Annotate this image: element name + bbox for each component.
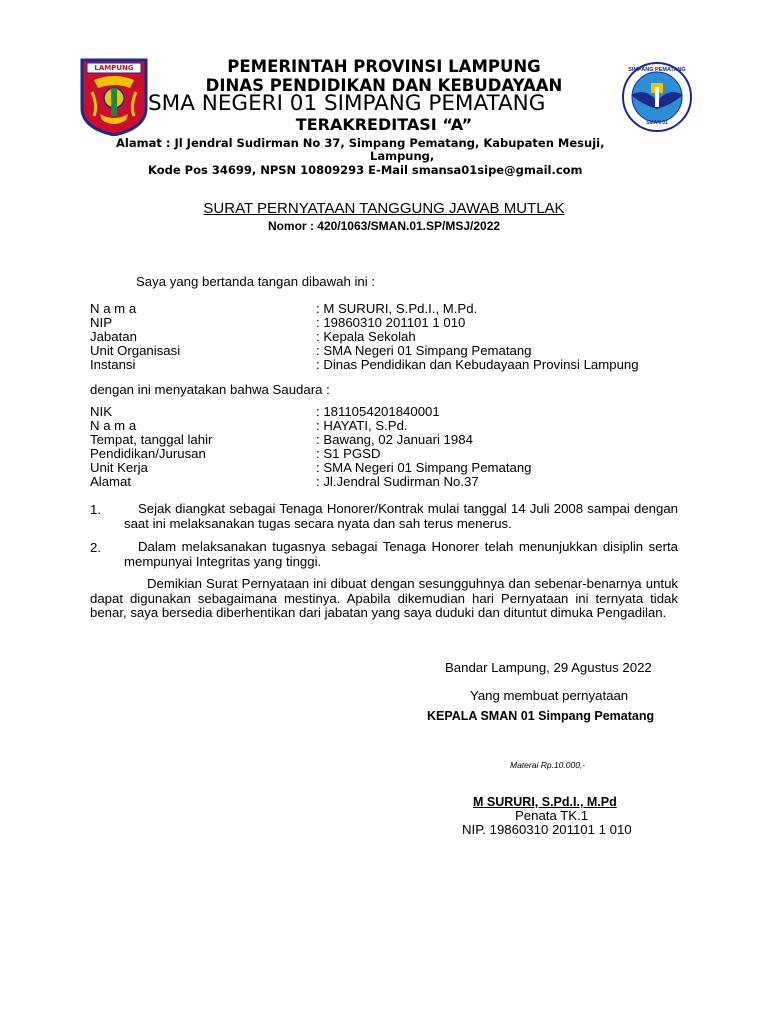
signer-rank: Penata TK.1	[515, 808, 589, 823]
header-government: PEMERINTAH PROVINSI LAMPUNG	[227, 57, 541, 76]
field-label: Unit Kerja	[90, 460, 148, 475]
field-label: Jabatan	[90, 329, 137, 344]
signer-name: M SURURI, S.Pd.I., M.Pd	[473, 795, 617, 809]
field-label: Tempat, tanggal lahir	[90, 432, 213, 447]
field-label: Pendidikan/Jurusan	[90, 446, 206, 461]
closing-paragraph	[90, 577, 678, 621]
header-school-name: SMA NEGERI 01 SIMPANG PEMATANG	[148, 91, 546, 116]
logo-left-text: LAMPUNG	[94, 64, 134, 72]
field-value: : SMA Negeri 01 Simpang Pematang	[316, 343, 532, 358]
maker-label: Yang membuat pernyataan	[470, 688, 629, 703]
header-accreditation: TERAKREDITASI “A”	[295, 115, 473, 134]
materai-note: Materai Rp.10.000,-	[510, 760, 586, 770]
point-text	[124, 540, 678, 569]
field-value: : M SURURI, S.Pd.I., M.Pd.	[316, 301, 478, 316]
field-value: : SMA Negeri 01 Simpang Pematang	[316, 460, 532, 475]
signer-block	[90, 302, 690, 374]
point-text-content: Sejak diangkat sebagai Tenaga Honorer/Kontrak mulai tanggal 14 Juli 2008 sampai dengan saat ini melaksanakan tugas secara nyata dan sah terus menerus.	[124, 501, 678, 531]
closing-text: Demikian Surat Pernyataan ini dibuat dengan sesungguhnya dan sebenar-benarnya untuk dapat digunakan sebagaimana mestinya. Apabila dikemudian hari Pernyataan ini ternyata tidak benar, saya bersedia diberhentikan dari jabatan yang saya duduki dan dituntut dimuka Pengadilan.	[90, 576, 678, 620]
letter-title: SURAT PERNYATAAN TANGGUNG JAWAB MUTLAK	[203, 200, 565, 217]
field-value: : Jl.Jendral Sudirman No.37	[316, 474, 479, 489]
field-label: Instansi	[90, 357, 136, 372]
intro-text: Saya yang bertanda tangan dibawah ini :	[136, 274, 376, 289]
field-label: N a m a	[90, 301, 137, 316]
field-label: Alamat	[90, 474, 132, 489]
signer-nip: NIP. 19860310 201101 1 010	[462, 822, 632, 837]
field-value: : HAYATI, S.Pd.	[316, 418, 408, 433]
header-department: DINAS PENDIDIKAN DAN KEBUDAYAAN	[205, 76, 563, 95]
field-label: N a m a	[90, 418, 137, 433]
logo-right-bottom: SMAN 01	[646, 120, 668, 126]
field-value: : S1 PGSD	[316, 446, 381, 461]
logo-right-text: SIMPANG PEMATANG	[628, 67, 686, 73]
field-label: NIK	[90, 404, 112, 419]
letter-number: Nomor : 420/1063/SMAN.01.SP/MSJ/2022	[267, 219, 501, 233]
header-address-line3: Kode Pos 34699, NPSN 10809293 E-Mail smansa01sipe@gmail.com	[148, 163, 583, 177]
point-text-content: Dalam melaksanakan tugasnya sebagai Tenaga Honorer telah menunjukkan disiplin serta mempunyai Integritas yang tinggi.	[124, 539, 678, 569]
field-value: : Dinas Pendidikan dan Kebudayaan Provinsi Lampung	[316, 357, 639, 372]
signer-position: KEPALA SMAN 01 Simpang Pematang	[427, 709, 655, 723]
header-address-line2: Lampung,	[370, 149, 435, 163]
statement-intro: dengan ini menyatakan bahwa Saudara :	[90, 382, 330, 397]
field-label: NIP	[90, 315, 112, 330]
point-text	[124, 502, 678, 531]
header-address-line1: Alamat : Jl Jendral Sudirman No 37, Simpang Pematang, Kabupaten Mesuji,	[116, 136, 605, 150]
point-number: 2.	[90, 540, 101, 555]
field-label: Unit Organisasi	[90, 343, 181, 358]
point-number: 1.	[90, 502, 101, 517]
field-value: : Bawang, 02 Januari 1984	[316, 432, 473, 447]
field-value: : 1811054201840001	[316, 404, 440, 419]
field-value: : Kepala Sekolah	[316, 329, 416, 344]
field-value: : 19860310 201101 1 010	[316, 315, 466, 330]
place-date: Bandar Lampung, 29 Agustus 2022	[445, 660, 652, 675]
subject-block	[90, 405, 690, 491]
